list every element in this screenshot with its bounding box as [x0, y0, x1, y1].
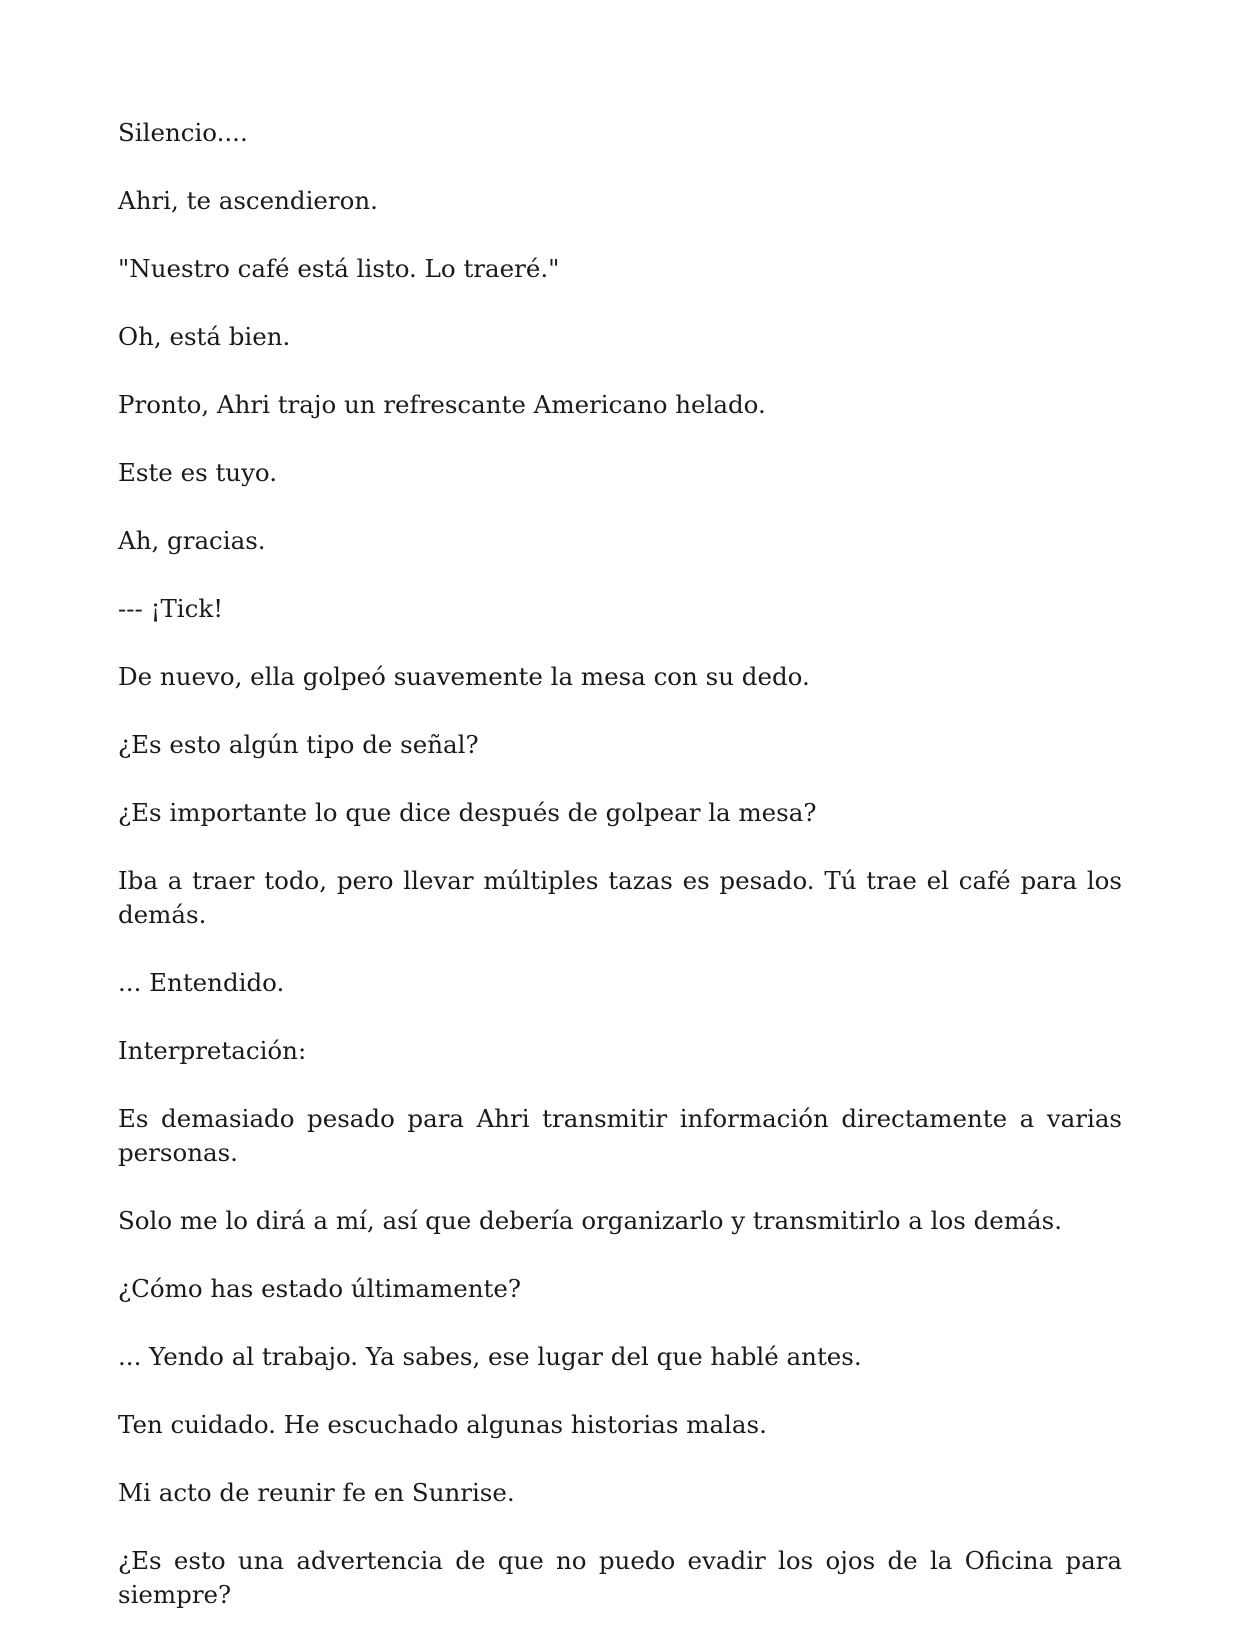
paragraph: Ah, gracias.	[118, 526, 266, 555]
paragraph: Iba a traer todo, pero llevar múltiples tazas es pesado. Tú trae el café para los demás.	[118, 866, 1122, 929]
paragraph: Es demasiado pesado para Ahri transmitir información directamente a varias personas.	[118, 1104, 1122, 1167]
paragraph: Este es tuyo.	[118, 458, 278, 487]
paragraph: --- ¡Tick!	[118, 594, 224, 623]
paragraph: Silencio....	[118, 118, 248, 147]
paragraph: Mi acto de reunir fe en Sunrise.	[118, 1478, 515, 1507]
paragraph: ¿Cómo has estado últimamente?	[118, 1274, 522, 1303]
paragraph: "Nuestro café está listo. Lo traeré."	[118, 254, 560, 283]
paragraph: De nuevo, ella golpeó suavemente la mesa con su dedo.	[118, 662, 810, 691]
paragraph: Ahri, te ascendieron.	[118, 186, 378, 215]
paragraph: Solo me lo dirá a mí, así que debería organizarlo y transmitirlo a los demás.	[118, 1206, 1062, 1235]
paragraph: ... Yendo al trabajo. Ya sabes, ese lugar del que hablé antes.	[118, 1342, 862, 1371]
paragraph: Ten cuidado. He escuchado algunas historias malas.	[118, 1410, 767, 1439]
document-body	[118, 116, 1122, 1646]
paragraph: ¿Es esto algún tipo de señal?	[118, 730, 479, 759]
paragraph: Pronto, Ahri trajo un refrescante Americano helado.	[118, 390, 766, 419]
paragraph: ¿Es esto una advertencia de que no puedo evadir los ojos de la Oficina para siempre?	[118, 1546, 1122, 1609]
paragraph: Oh, está bien.	[118, 322, 291, 351]
paragraph: ... Entendido.	[118, 968, 285, 997]
paragraph: ¿Es importante lo que dice después de golpear la mesa?	[118, 798, 817, 827]
paragraph: Interpretación:	[118, 1036, 307, 1065]
